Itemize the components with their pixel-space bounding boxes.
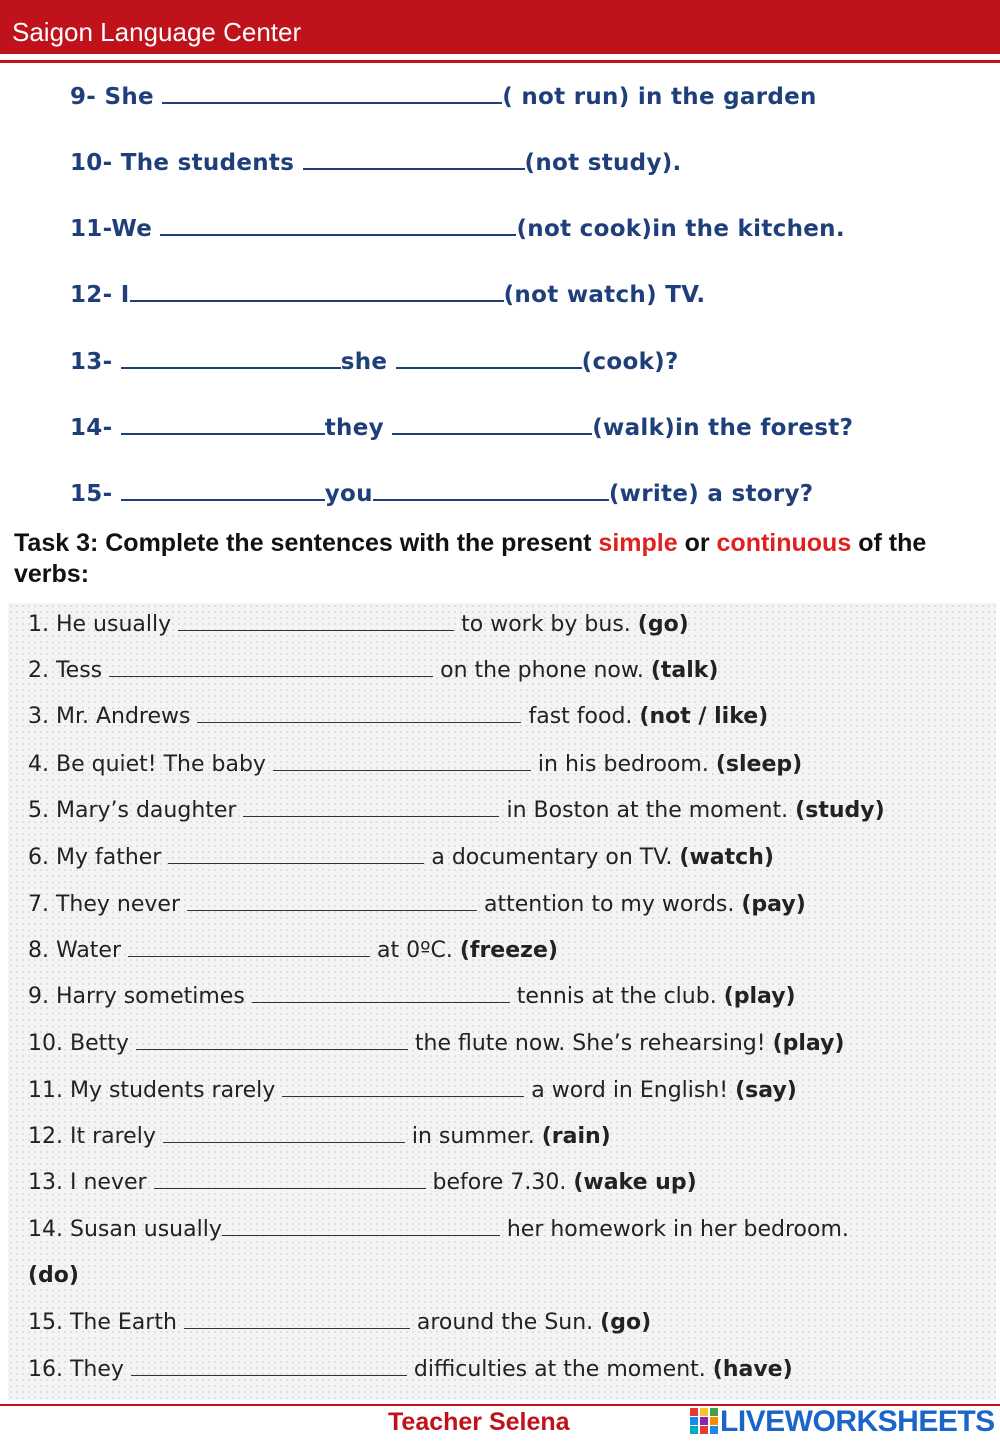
answer-blank[interactable] <box>178 614 454 631</box>
answer-blank[interactable] <box>136 1033 408 1050</box>
task3-item-11: 11. My students rarely a word in English! (say) <box>28 1078 797 1103</box>
task3-item-12: 12. It rarely in summer. (rain) <box>28 1124 611 1149</box>
answer-blank[interactable] <box>109 660 433 677</box>
answer-blank[interactable] <box>187 894 477 911</box>
task3-item-5: 5. Mary’s daughter in Boston at the moment. (study) <box>28 798 885 823</box>
task3-item-9: 9. Harry sometimes tennis at the club. (play) <box>28 984 796 1009</box>
keyword-simple: simple <box>598 529 678 557</box>
answer-blank[interactable] <box>373 481 609 501</box>
task2-item-9: 9- She ( not run) in the garden <box>70 84 817 110</box>
center-name: Saigon Language Center <box>12 17 302 47</box>
task2-item-12: 12- I (not watch) TV. <box>70 282 706 308</box>
task3-item-14: 14. Susan usually her homework in her bedroom. <box>28 1217 849 1242</box>
answer-blank[interactable] <box>160 216 516 236</box>
answer-blank[interactable] <box>128 940 370 957</box>
task3-item-7: 7. They never attention to my words. (pay) <box>28 892 806 917</box>
task3-item-2: 2. Tess on the phone now. (talk) <box>28 658 719 683</box>
task2-item-14: 14- they (walk)in the forest? <box>70 415 854 441</box>
answer-blank[interactable] <box>168 847 424 864</box>
answer-blank[interactable] <box>222 1219 500 1236</box>
answer-blank[interactable] <box>121 481 325 501</box>
answer-blank[interactable] <box>243 800 499 817</box>
liveworksheets-brand[interactable]: LIVEWORKSHEETS <box>720 1405 995 1438</box>
task3-heading: Task 3: Complete the sentences with the present simple or continuous of the verbs: <box>14 529 927 588</box>
task3-item-15: 15. The Earth around the Sun. (go) <box>28 1310 652 1335</box>
task2-item-10: 10- The students (not study). <box>70 150 682 176</box>
task3-exercise-panel <box>8 603 996 1400</box>
answer-blank[interactable] <box>273 754 531 771</box>
answer-blank[interactable] <box>303 150 525 170</box>
header-bar <box>0 0 1000 54</box>
task3-item-6: 6. My father a documentary on TV. (watch) <box>28 845 774 870</box>
answer-blank[interactable] <box>392 415 592 435</box>
answer-blank[interactable] <box>252 986 510 1003</box>
task3-item-1: 1. He usually to work by bus. (go) <box>28 612 689 637</box>
task2-item-13: 13- she (cook)? <box>70 349 679 375</box>
answer-blank[interactable] <box>131 1359 407 1376</box>
task3-item-14-verb: (do) <box>28 1263 79 1288</box>
answer-blank[interactable] <box>184 1312 410 1329</box>
header-divider <box>0 60 1000 63</box>
answer-blank[interactable] <box>163 1126 405 1143</box>
task2-item-15: 15- you (write) a story? <box>70 481 814 507</box>
answer-blank[interactable] <box>396 349 582 369</box>
task3-item-13: 13. I never before 7.30. (wake up) <box>28 1170 697 1195</box>
answer-blank[interactable] <box>121 349 341 369</box>
answer-blank[interactable] <box>154 1172 426 1189</box>
keyword-continuous: continuous <box>716 529 852 557</box>
answer-blank[interactable] <box>282 1080 524 1097</box>
liveworksheets-logo-icon <box>690 1408 718 1434</box>
answer-blank[interactable] <box>121 415 325 435</box>
task2-item-11: 11-We (not cook)in the kitchen. <box>70 216 845 242</box>
answer-blank[interactable] <box>197 706 521 723</box>
task3-item-4: 4. Be quiet! The baby in his bedroom. (sleep) <box>28 752 803 777</box>
task3-item-16: 16. They difficulties at the moment. (have) <box>28 1357 793 1382</box>
teacher-name: Teacher Selena <box>388 1408 570 1436</box>
answer-blank[interactable] <box>130 282 504 302</box>
answer-blank[interactable] <box>162 84 502 104</box>
task3-item-8: 8. Water at 0ºC. (freeze) <box>28 938 558 963</box>
task3-item-10: 10. Betty the flute now. She’s rehearsing! (play) <box>28 1031 845 1056</box>
task3-item-3: 3. Mr. Andrews fast food. (not / like) <box>28 704 769 729</box>
